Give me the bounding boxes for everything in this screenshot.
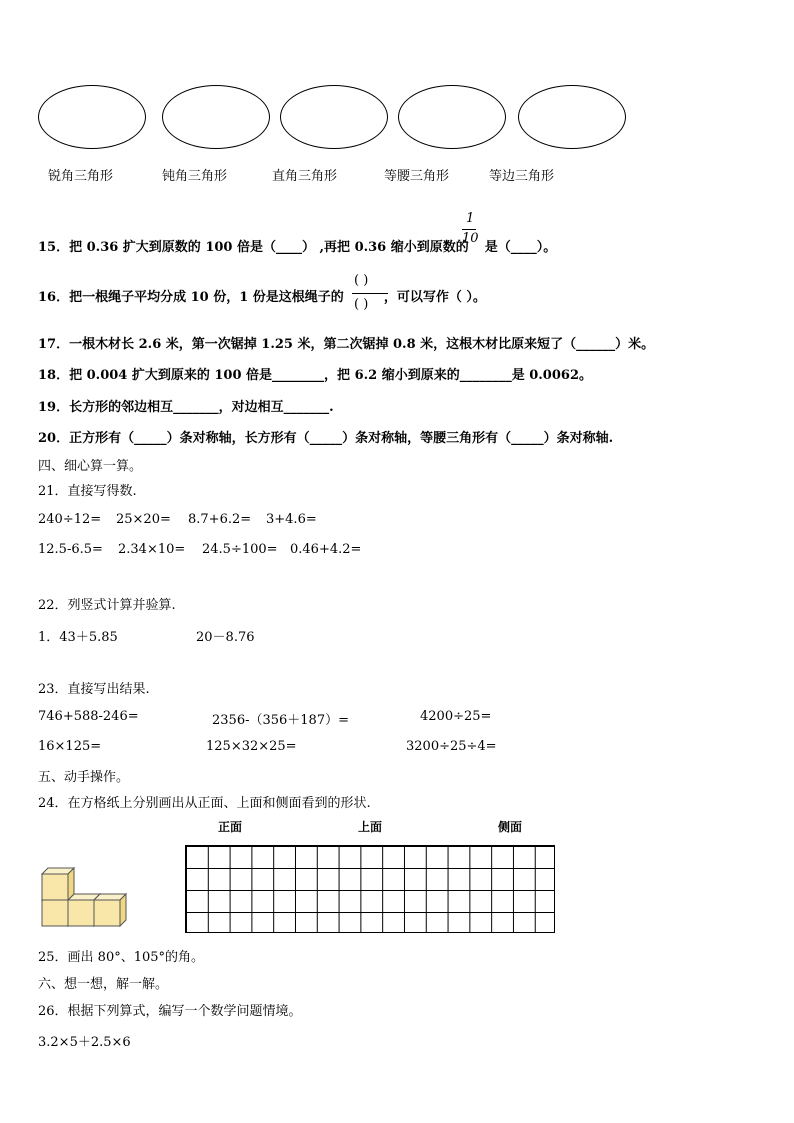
q23-item: 16×125= [38, 739, 102, 754]
q16-frac-bar [352, 293, 388, 294]
question-18: 18．把 0.004 扩大到原来的 100 倍是________，把 6.2 缩小到原来的________是 0.0062。 [38, 368, 592, 383]
q22-item: 1．43＋5.85 [38, 630, 118, 645]
view-label-side: 侧面 [498, 820, 523, 834]
q15-text-b: 是（____）。 [484, 240, 557, 255]
sort-ellipse-isosceles [398, 85, 506, 149]
q26-expression: 3.2×5＋2.5×6 [38, 1035, 131, 1050]
q21-item: 24.5÷100= [202, 542, 278, 557]
q21-item: 2.34×10= [118, 542, 186, 557]
question-19: 19．长方形的邻边相互_______，对边相互_______. [38, 400, 334, 415]
section-6-heading: 六、想一想，解一解。 [38, 977, 169, 992]
q21-item: 3+4.6= [266, 512, 317, 527]
question-22: 22．列竖式计算并验算. [38, 598, 176, 613]
q23-item: 3200÷25÷4= [406, 739, 497, 754]
label-isosceles: 等腰三角形 [384, 169, 450, 184]
sort-ellipse-acute [38, 85, 146, 149]
cube-face [94, 900, 120, 926]
q15-frac-bar [462, 229, 476, 230]
section-5-heading: 五、动手操作。 [38, 770, 130, 785]
q23-item: 125×32×25= [206, 739, 297, 754]
label-right: 直角三角形 [272, 169, 338, 184]
question-25: 25．画出 80°、105°的角。 [38, 950, 205, 965]
question-23: 23．直接写出结果. [38, 682, 150, 697]
label-acute: 锐角三角形 [48, 169, 114, 184]
q16-frac-bot: ( ) [354, 297, 369, 312]
cube-face [42, 900, 68, 926]
q21-item: 240÷12= [38, 512, 102, 527]
q23-item: 746+588-246= [38, 709, 139, 724]
view-label-top: 上面 [358, 820, 383, 834]
question-20: 20．正方形有（_____）条对称轴，长方形有（_____）条对称轴，等腰三角形有（_____）条对称轴. [38, 431, 614, 446]
q23-item: 2356-（356＋187）= [212, 713, 349, 728]
q16-frac-top: ( ) [354, 273, 369, 288]
cube-side [120, 894, 126, 926]
q21-item: 8.7+6.2= [188, 512, 252, 527]
q21-item: 25×20= [116, 512, 171, 527]
sort-ellipse-right [280, 85, 388, 149]
q15-frac-den: 10 [462, 231, 479, 246]
q23-item: 4200÷25= [420, 709, 492, 724]
grid-paper[interactable] [185, 845, 555, 933]
view-label-front: 正面 [218, 820, 243, 834]
question-26: 26．根据下列算式，编写一个数学问题情境。 [38, 1004, 302, 1019]
q16-text-b: ，可以写作（ ）。 [383, 290, 486, 305]
q15-frac-num: 1 [466, 211, 475, 226]
question-17: 17．一根木材长 2.6 米，第一次锯掉 1.25 米，第二次锯掉 0.8 米，这根木材比原来短了（______）米。 [38, 337, 655, 352]
cube-face [42, 874, 68, 900]
question-24: 24．在方格纸上分别画出从正面、上面和侧面看到的形状. [38, 796, 371, 811]
q21-item: 12.5-6.5= [38, 542, 103, 557]
cube-face [68, 900, 94, 926]
label-equilateral: 等边三角形 [489, 169, 555, 184]
question-16 [38, 286, 486, 305]
sort-ellipse-obtuse [162, 85, 270, 149]
q15-text-a: 15．把 0.36 扩大到原数的 100 倍是（____） ,再把 0.36 缩小到原数的 [38, 240, 469, 255]
label-obtuse: 钝角三角形 [162, 169, 228, 184]
sort-ellipse-equilateral [518, 85, 626, 149]
cube-side [68, 868, 74, 900]
section-4-heading: 四、细心算一算。 [38, 459, 143, 474]
q22-item: 20－8.76 [196, 630, 255, 645]
q21-item: 0.46+4.2= [290, 542, 362, 557]
question-21: 21．直接写得数. [38, 484, 137, 499]
q16-text-a: 16．把一根绳子平均分成 10 份，1 份是这根绳子的 [38, 290, 344, 305]
cube-figure [40, 858, 136, 928]
